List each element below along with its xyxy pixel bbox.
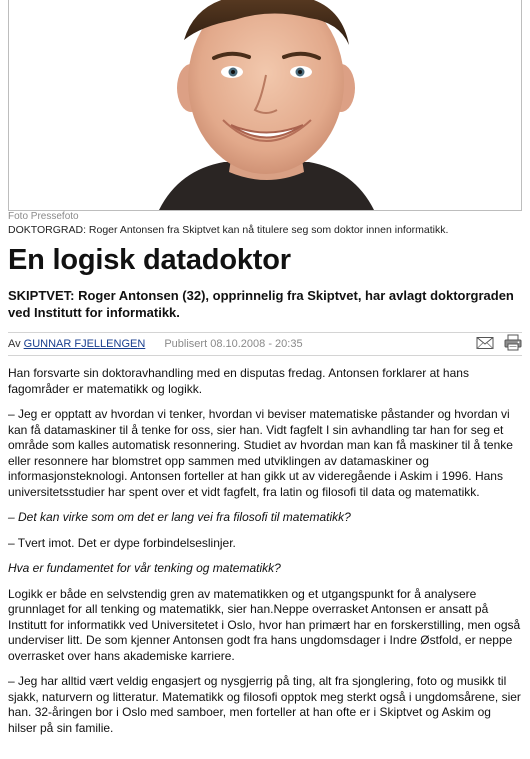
printer-icon[interactable]	[504, 334, 522, 359]
paragraph: – Tvert imot. Det er dype forbindelseslinjer.	[8, 535, 236, 550]
published-date: 08.10.2008 - 20:35	[210, 338, 303, 350]
photo-credit: Foto Pressefoto	[8, 211, 79, 222]
byline-bar	[8, 332, 522, 356]
article-lead: SKIPTVET: Roger Antonsen (32), opprinnelig fra Skiptvet, har avlagt doktorgraden ved Institutt for informatikk.	[8, 288, 514, 320]
author-link[interactable]: GUNNAR FJELLENGEN	[23, 338, 146, 350]
envelope-icon[interactable]	[476, 336, 494, 358]
paragraph: – Jeg har alltid vært veldig engasjert og nysgjerrig på ting, alt fra sjonglering, foto og musikk til sjakk, naturvern og litteratur. Matematikk og filosofi opptok meg sterkt også i ungdomsårene, sier han. 32-åringen bor i Oslo med samboer, men forteller at han ofte er i Skiptvet og Askim og hilser på sin familie.	[8, 674, 521, 735]
question-paragraph: Hva er fundamentet for vår tenking og matematikk?	[8, 561, 281, 575]
photo-caption: DOKTORGRAD: Roger Antonsen fra Skiptvet kan nå titulere seg som doktor innen informatikk.	[8, 224, 449, 236]
paragraph: – Jeg er opptatt av hvordan vi tenker, hvordan vi beviser matematiske påstander og hvordan vi kan få datamaskiner til å tenke for oss, sier han. Vidt fagfelt I sin avhandling tar han for seg et område som kalles automatisk resonnering. Studiet av hvordan man kan få maskiner til å tenke eller resonnere har blomstret opp sammen med utviklingen av datamaskiner og informasjonsteknologi. Antonsen forteller at han gikk ut av videregående i Askim i 1996. Hans universitetsstudier har spent over et vidt fagfelt, fra latin og filosofi til data og matematikk.	[8, 407, 513, 499]
portrait-illustration	[9, 0, 521, 210]
paragraph: Logikk er både en selvstendig gren av matematikken og et utgangspunkt for å analysere grunnlaget for all tenking og matematikk, sier han.Neppe overrasket Antonsen er ansatt på Institutt for informatikk ved Universitetet i Oslo, hvor han primært har en forskerstilling, men også underviser litt. De som kjenner Antonsen godt fra hans ungdomsdager i Indre Østfold, er neppe overrasket over hans akademiske karriere.	[8, 586, 521, 663]
article-headline: En logisk datadoktor	[8, 244, 291, 276]
question-paragraph: – Det kan virke som om det er lang vei fra filosofi til matematikk?	[8, 510, 351, 524]
byline-prefix: Av	[8, 338, 21, 350]
article-body	[8, 366, 522, 746]
published-label: Publisert	[164, 338, 208, 350]
paragraph: Han forsvarte sin doktoravhandling med en disputas fredag. Antonsen forklarer at hans fagområder er matematikk og logikk.	[8, 366, 469, 396]
article-photo	[8, 0, 522, 211]
